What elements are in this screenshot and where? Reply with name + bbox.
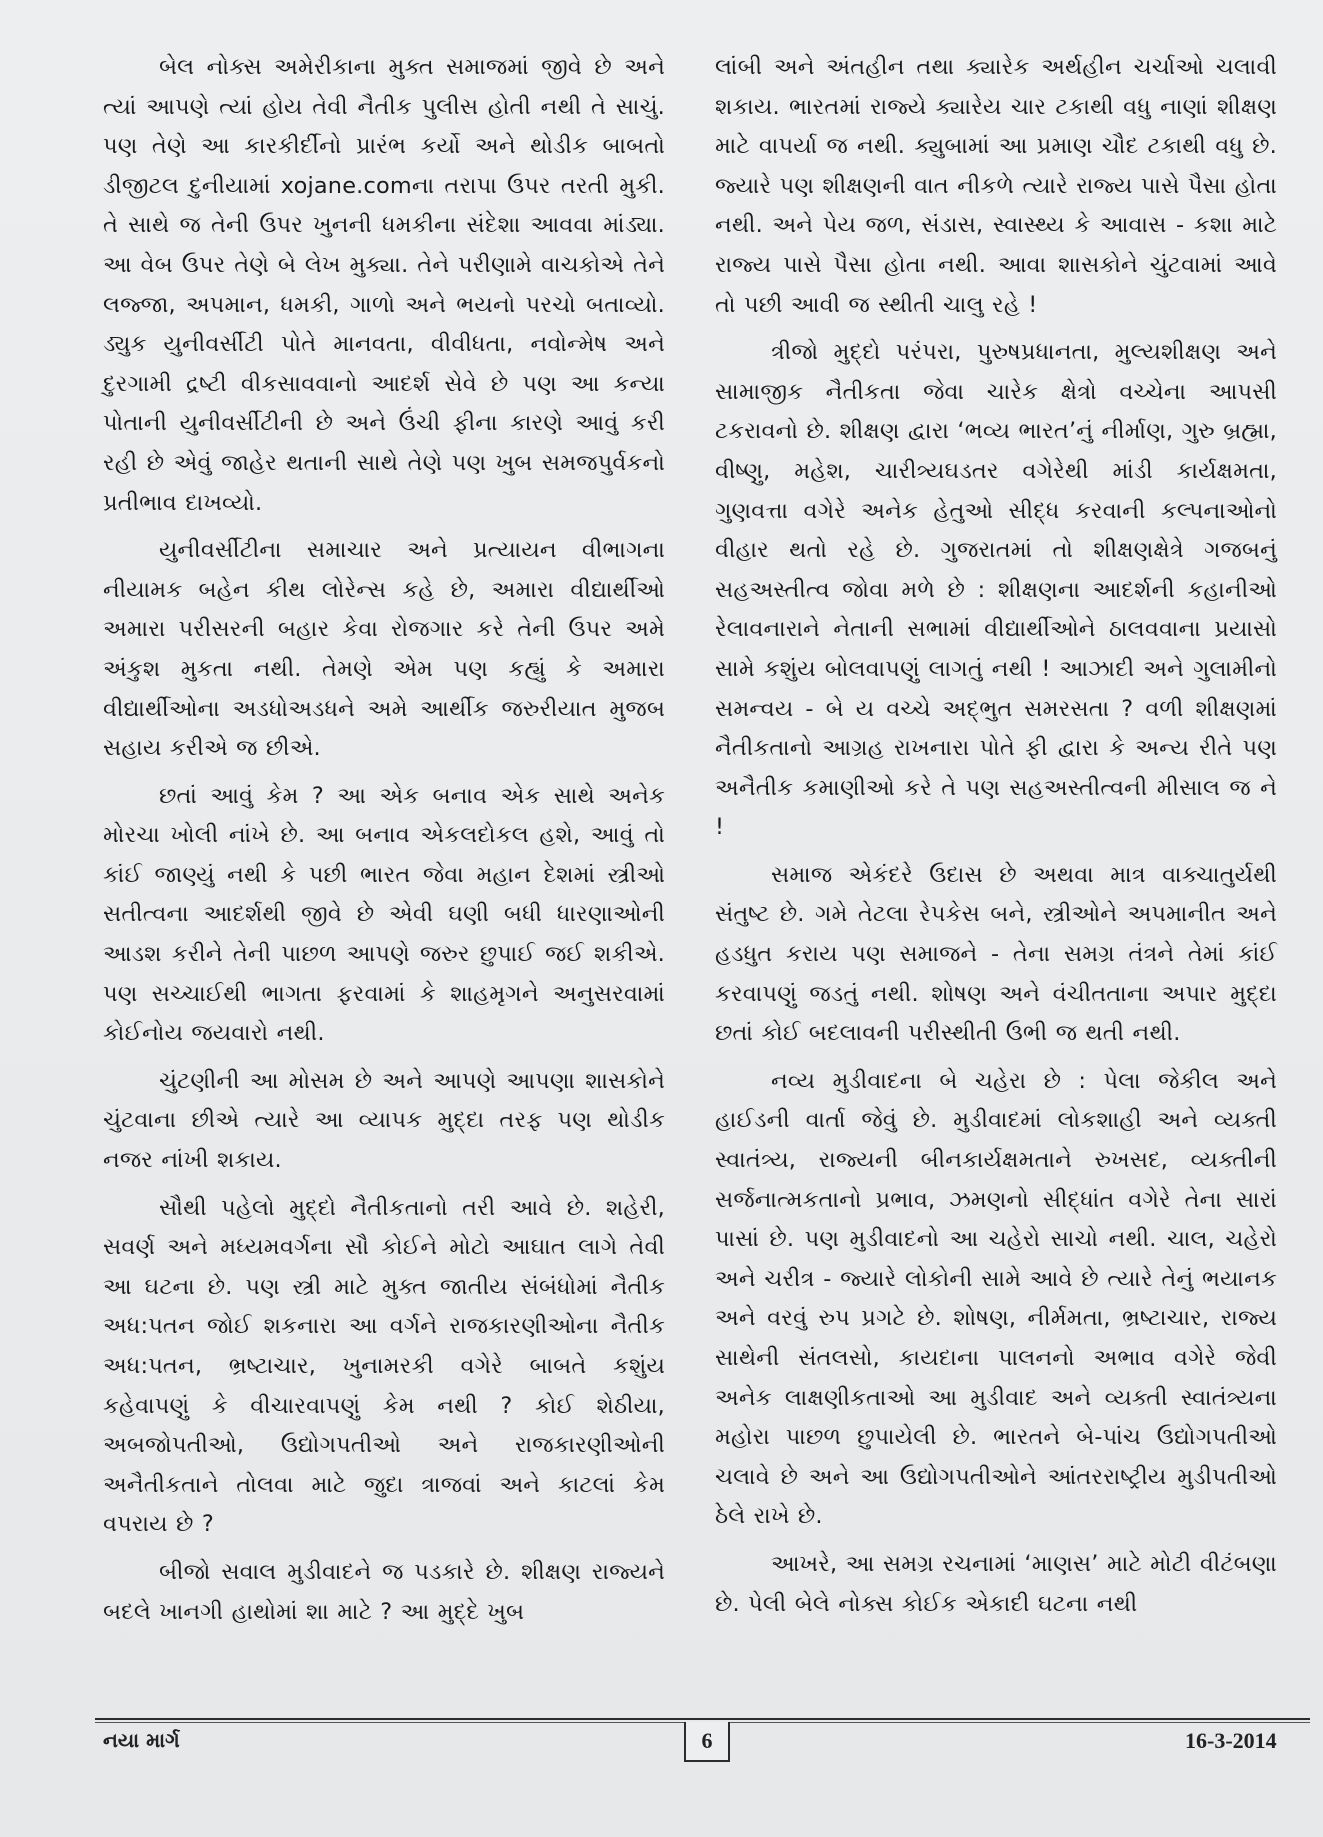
paragraph: ત્રીજો મુદ્દો પરંપરા, પુરુષપ્રધાનતા, મુલ્યશીક્ષણ અને સામાજીક નૈતીકતા જેવા ચારેક ક્ષેત્રો વચ્ચેના આપસી ટકરાવનો છે. શીક્ષણ દ્વારા ‘ભવ્ય ભારત’નું નીર્માણ, ગુરુ બ્રહ્મા, વીષ્ણુ, મહેશ, ચારીત્ર્યઘડતર વગેરેથી માંડી કાર્યક્ષમતા, ગુણવત્તા વગેરે અનેક હેતુઓ સીદ્ધ કરવાની કલ્પનાઓનો વીહાર થતો રહે છે. ગુજરાતમાં તો શીક્ષણક્ષેત્રે ગજબનું સહઅસ્તીત્વ જોવા મળે છે : શીક્ષણના આદર્શની કહાનીઓ રેલાવનારાને નેતાની સભામાં વીદ્યાર્થીઓને ઠાલવવાના પ્રયાસો સામે કશુંય બોલવાપણું લાગતું નથી ! આઝાદી અને ગુલામીનો સમન્વય - બે ય વચ્ચે અદ્ભુત સમરસતા ? વળી શીક્ષણમાં નૈતીકતાનો આગ્રહ રાખનારા પોતે ફી દ્વારા કે અન્ય રીતે પણ અનૈતીક કમાણીઓ કરે તે પણ સહઅસ્તીત્વની મીસાલ જ ને ! — [715, 339, 1277, 841]
page-number: 6 — [684, 1722, 730, 1762]
paragraph: છતાં આવું કેમ ? આ એક બનાવ એક સાથે અનેક મોરચા ખોલી નાંખે છે. આ બનાવ એકલદોકલ હશે, આવું તો કાંઈ જાણ્યું નથી કે પછી ભારત જેવા મહાન દેશમાં સ્ત્રીઓ સતીત્વના આદર્શથી જીવે છે એવી ઘણી બધી ધારણાઓની આડશ કરીને તેની પાછળ આપણે જરુર છુપાઈ જઈ શકીએ. પણ સચ્ચાઈથી ભાગતા ફરવામાં કે શાહમૃગને અનુસરવામાં કોઈનોય જયવારો નથી. — [103, 782, 665, 1047]
publication-name: નયા માર્ગ — [103, 1728, 180, 1752]
paragraph: લાંબી અને અંતહીન તથા ક્યારેક અર્થહીન ચર્ચાઓ ચલાવી શકાય. ભારતમાં રાજ્યે ક્યારેય ચાર ટકાથી વધુ નાણાં શીક્ષણ માટે વાપર્યા જ નથી. ક્યુબામાં આ પ્રમાણ ચૌદ ટકાથી વધુ છે. જ્યારે પણ શીક્ષણની વાત નીકળે ત્યારે રાજ્ય પાસે પૈસા હોતા નથી. અને પેય જળ, સંડાસ, સ્વાસ્થ્ય કે આવાસ - કશા માટે રાજ્ય પાસે પૈસા હોતા નથી. આવા શાસકોને ચુંટવામાં આવે તો પછી આવી જ સ્થીતી ચાલુ રહે ! — [715, 54, 1277, 318]
paragraph: યુનીવર્સીટીના સમાચાર અને પ્રત્યાયન વીભાગના નીયામક બહેન કીથ લોરેન્સ કહે છે, અમારા વીદ્યાર્થીઓ અમારા પરીસરની બહાર કેવા રોજગાર કરે તેની ઉપર અમે અંકુશ મુકતા નથી. તેમણે એમ પણ કહ્યું કે અમારા વીદ્યાર્થીઓના અડધોઅડધને અમે આર્થીક જરુરીયાત મુજબ સહાય કરીએ જ છીએ. — [103, 537, 665, 762]
left-column — [103, 48, 665, 1640]
paragraph: ચુંટણીની આ મોસમ છે અને આપણે આપણા શાસકોને ચુંટવાના છીએ ત્યારે આ વ્યાપક મુદ્દા તરફ પણ થોડીક નજર નાંખી શકાય. — [103, 1067, 665, 1174]
paragraph: સમાજ એકંદરે ઉદાસ છે અથવા માત્ર વાક્ચાતુર્યથી સંતુષ્ટ છે. ગમે તેટલા રેપકેસ બને, સ્ત્રીઓને અપમાનીત અને હડધુત કરાય પણ સમાજને - તેના સમગ્ર તંત્રને તેમાં કાંઈ કરવાપણું જડતું નથી. શોષણ અને વંચીતતાના અપાર મુદ્દા છતાં કોઈ બદલાવની પરીસ્થીતી ઉભી જ થતી નથી. — [715, 861, 1277, 1047]
paragraph: સૌથી પહેલો મુદ્દો નૈતીકતાનો તરી આવે છે. શહેરી, સવર્ણ અને મધ્યમવર્ગના સૌ કોઈને મોટો આઘાત લાગે તેવી આ ઘટના છે. પણ સ્ત્રી માટે મુક્ત જાતીય સંબંધોમાં નૈતીક અધ:પતન જોઈ શકનારા આ વર્ગને રાજકારણીઓના નૈતીક અધ:પતન, ભ્રષ્ટાચાર, ખુનામરકી વગેરે બાબતે કશુંય કહેવાપણું કે વીચારવાપણું કેમ નથી ? કોઈ શેઠીયા, અબજોપતીઓ, ઉદ્યોગપતીઓ અને રાજકારણીઓની અનૈતીકતાને તોલવા માટે જુદા ત્રાજવાં અને કાટલાં કેમ વપરાય છે ? — [103, 1194, 665, 1538]
footer-divider — [95, 1718, 1310, 1720]
paragraph: નવ્ય મુડીવાદના બે ચહેરા છે : પેલા જેકીલ અને હાઈડની વાર્તા જેવું છે. મુડીવાદમાં લોકશાહી અને વ્યક્તી સ્વાતંત્ર્ય, રાજ્યની બીનકાર્યક્ષમતાને રુખસદ, વ્યક્તીની સર્જનાત્મકતાનો પ્રભાવ, ઝમણનો સીદ્ધાંત વગેરે તેના સારાં પાસાં છે. પણ મુડીવાદનો આ ચહેરો સાચો નથી. ચાલ, ચહેરો અને ચરીત્ર - જ્યારે લોકોની સામે આવે છે ત્યારે તેનું ભયાનક અને વરવું રુપ પ્રગટે છે. શોષણ, નીર્મમતા, ભ્રષ્ટાચાર, રાજ્ય સાથેની સંતલસો, કાયદાના પાલનનો અભાવ વગેરે જેવી અનેક લાક્ષણીકતાઓ આ મુડીવાદ અને વ્યક્તી સ્વાતંત્ર્યના મહોરા પાછળ છુપાયેલી છે. ભારતને બે-પાંચ ઉદ્યોગપતીઓ ચલાવે છે અને આ ઉદ્યોગપતીઓને આંતરરાષ્ટ્રીય મુડીપતીઓ ઠેલે રાખે છે. — [715, 1067, 1277, 1530]
paragraph: આખરે, આ સમગ્ર રચનામાં ‘માણસ’ માટે મોટી વીટંબણા છે. પેલી બેલે નોક્સ કોઈક એકાદી ઘટના નથી — [715, 1550, 1277, 1617]
right-column — [715, 48, 1277, 1632]
issue-date: 16-3-2014 — [1185, 1728, 1277, 1753]
paragraph: બેલ નોક્સ અમેરીકાના મુક્ત સમાજમાં જીવે છે અને ત્યાં આપણે ત્યાં હોય તેવી નૈતીક પુલીસ હોતી નથી તે સાચું. પણ તેણે આ કારકીર્દીનો પ્રારંભ કર્યો અને થોડીક બાબતો ડીજીટલ દુનીયામાં xojane.comના તરાપા ઉપર તરતી મુકી. તે સાથે જ તેની ઉપર ખુનની ધમકીના સંદેશા આવવા માંડ્યા. આ વેબ ઉપર તેણે બે લેખ મુક્યા. તેને પરીણામે વાચકોએ તેને લજ્જા, અપમાન, ધમકી, ગાળો અને ભયનો પરચો બતાવ્યો. ડ્યુક યુનીવર્સીટી પોતે માનવતા, વીવીધતા, નવોન્મેષ અને દુરગામી દ્રષ્ટી વીકસાવવાનો આદર્શ સેવે છે પણ આ કન્યા પોતાની યુનીવર્સીટીની છે અને ઉંચી ફીના કારણે આવું કરી રહી છે એવું જાહેર થતાની સાથે તેણે પણ ખુબ સમજપુર્વકનો પ્રતીભાવ દાખવ્યો. — [103, 54, 665, 516]
paragraph: બીજો સવાલ મુડીવાદને જ પડકારે છે. શીક્ષણ રાજ્યને બદલે ખાનગી હાથોમાં શા માટે ? આ મુદ્દે ખુબ — [103, 1558, 665, 1625]
